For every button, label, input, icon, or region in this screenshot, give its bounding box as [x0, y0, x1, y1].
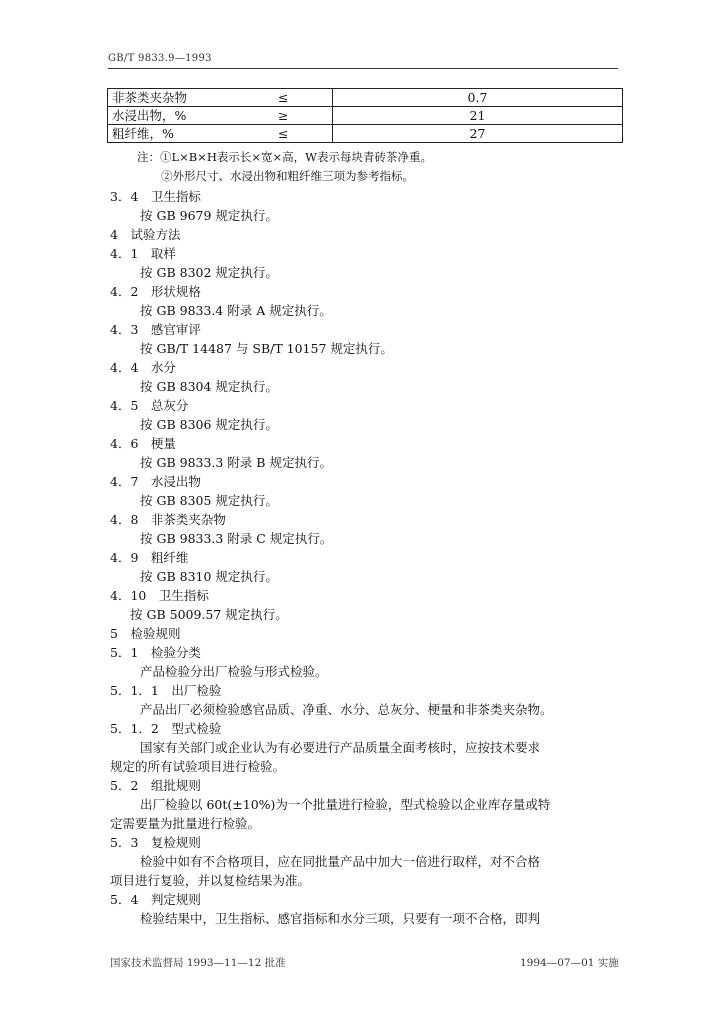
document-header-code: GB/T 9833.9—1993 [108, 53, 212, 64]
table-row [108, 125, 623, 143]
text-line: 按 GB 8306 规定执行。 [140, 417, 278, 432]
text-line: 检验结果中，卫生指标、感官指标和水分三项，只要有一项不合格，即判 [140, 911, 541, 926]
footer-effective-date: 1994—07—01 实施 [520, 957, 619, 969]
table-cell-item: 水浸出物，% [108, 107, 275, 125]
text-line: 按 GB 9833.3 附录 C 规定执行。 [140, 531, 333, 546]
text-line: 4．7 水浸出物 [110, 474, 201, 489]
text-line: 5．1 检验分类 [110, 645, 201, 660]
table-note-2: ②外形尺寸、水浸出物和粗纤维三项为参考指标。 [161, 169, 414, 183]
text-line: 4．6 梗量 [110, 436, 176, 451]
text-line: 规定的所有试验项目进行检验。 [110, 759, 286, 774]
table-cell-operator: ≥ [274, 107, 333, 125]
text-line: 按 GB 8310 规定执行。 [140, 569, 278, 584]
table-cell-value: 0.7 [333, 89, 623, 107]
text-line: 4．8 非茶类夹杂物 [110, 512, 226, 527]
header-rule [108, 68, 618, 69]
text-line: 国家有关部门或企业认为有必要进行产品质量全面考核时，应按技术要求 [140, 740, 541, 755]
text-line: 5．4 判定规则 [110, 892, 201, 907]
text-line: 按 GB 8302 规定执行。 [140, 265, 278, 280]
text-line: 5．1．1 出厂检验 [110, 683, 222, 698]
text-line: 4．5 总灰分 [110, 398, 189, 413]
table-cell-value: 27 [333, 125, 623, 143]
text-line: 4．9 粗纤维 [110, 550, 189, 565]
text-line: 4．10 卫生指标 [110, 588, 209, 603]
text-line: 产品出厂必须检验感官品质、净重、水分、总灰分、梗量和非茶类夹杂物。 [140, 702, 553, 717]
text-line: 按 GB 9833.4 附录 A 规定执行。 [140, 303, 332, 318]
text-line: 5．3 复检规则 [110, 835, 201, 850]
text-line: 按 GB 9679 规定执行。 [140, 208, 278, 223]
table-row [108, 107, 623, 125]
table-cell-item: 粗纤维，% [108, 125, 275, 143]
text-line: 出厂检验以 60t(±10%)为一个批量进行检验，型式检验以企业库存量或特 [140, 797, 551, 812]
table-cell-value: 21 [333, 107, 623, 125]
text-line: 项目进行复验，并以复检结果为准。 [110, 873, 311, 888]
text-line: 5．2 组批规则 [110, 778, 201, 793]
text-line: 按 GB 8304 规定执行。 [140, 379, 278, 394]
table-note-1: 注：①L×B×H表示长×宽×高，W表示每块青砖茶净重。 [137, 150, 432, 164]
text-line: 按 GB 8305 规定执行。 [140, 493, 278, 508]
text-line: 定需要量为批量进行检验。 [110, 816, 261, 831]
text-line: 产品检验分出厂检验与形式检验。 [140, 664, 328, 679]
text-line: 4．4 水分 [110, 360, 176, 375]
text-line: 按 GB 9833.3 附录 B 规定执行。 [140, 455, 332, 470]
text-line: 4．1 取样 [110, 246, 176, 261]
text-line: 4．2 形状规格 [110, 284, 201, 299]
text-line: 5．1．2 型式检验 [110, 721, 222, 736]
text-line: 检验中如有不合格项目，应在同批量产品中加大一倍进行取样，对不合格 [140, 854, 541, 869]
text-line: 按 GB/T 14487 与 SB/T 10157 规定执行。 [140, 341, 393, 356]
text-line: 按 GB 5009.57 规定执行。 [130, 607, 288, 622]
spec-table [107, 88, 623, 143]
table-cell-operator: ≤ [274, 89, 333, 107]
text-line: 4．3 感官审评 [110, 322, 201, 337]
text-line: 4 试验方法 [110, 227, 181, 242]
footer-approval: 国家技术监督局 1993—11—12 批准 [110, 957, 286, 969]
text-line: 3．4 卫生指标 [110, 189, 201, 204]
text-line: 5 检验规则 [110, 626, 181, 641]
table-row [108, 89, 623, 107]
table-cell-item: 非茶类夹杂物 [108, 89, 275, 107]
table-cell-operator: ≤ [274, 125, 333, 143]
